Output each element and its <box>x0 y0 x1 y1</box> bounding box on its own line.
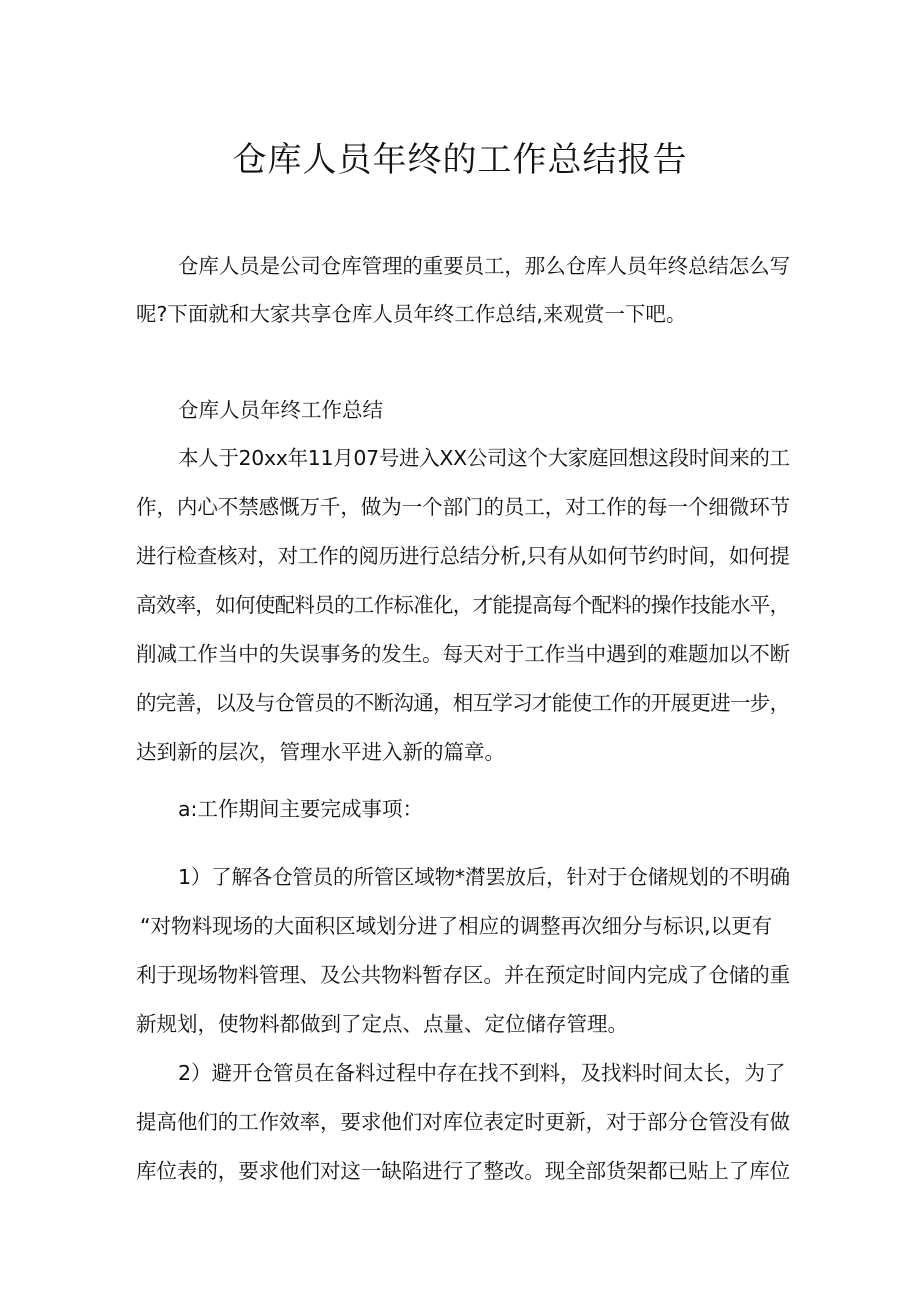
section-heading: 仓库人员年终工作总结 <box>178 398 383 422</box>
item2-line-1: 2）避开仓管员在备料过程中存在找不到料，及找料时间太长，为了 <box>178 1061 786 1085</box>
item1-line-3: 利于现场物料管理、及公共物料暂存区。并在预定时间内完成了仓储的重 <box>136 963 791 987</box>
intro-line-2: 呢?下面就和大家共享仓库人员年终工作总结,来观赏一下吧。 <box>136 302 687 326</box>
item2-line-3: 库位表的，要求他们对这一缺陷进行了整改。现全部货架都已贴上了库位 <box>136 1159 791 1183</box>
item1-line-2: “对物料现场的大面积区域划分进了相应的调整再次细分与标识,以更有 <box>140 914 773 938</box>
list-heading: a:工作期间主要完成事项： <box>178 797 423 821</box>
body-line-1: 本人于20xx年11月07号进入XX公司这个大家庭回想这段时间来的工 <box>178 446 790 470</box>
body-line-2: 作，内心不禁感慨万千，做为一个部门的员工，对工作的每一个细微环节 <box>136 495 791 519</box>
item2-line-2: 提高他们的工作效率，要求他们对库位表定时更新，对于部分仓管没有做 <box>136 1110 791 1134</box>
intro-line-1: 仓库人员是公司仓库管理的重要员工，那么仓库人员年终总结怎么写 <box>178 254 790 278</box>
body-line-3: 进行检查核对，对工作的阅历进行总结分析,只有从如何节约时间，如何提 <box>136 544 790 568</box>
item1-line-1: 1）了解各仓管员的所管区域物*潸罢放后，针对于仓储规划的不明确 <box>178 865 790 889</box>
body-line-7: 达到新的层次，管理水平进入新的篇章。 <box>136 740 505 764</box>
body-line-4: 高效率，如何使配料员的工作标准化，才能提高每个配料的操作技能水平， <box>136 593 790 617</box>
document-title: 仓库人员年终的工作总结报告 <box>232 140 688 180</box>
item1-line-4: 新规划，使物料都做到了定点、点量、定位储存管理。 <box>136 1012 628 1036</box>
body-line-5: 削减工作当中的失误事务的发生。每天对于工作当中遇到的难题加以不断 <box>136 642 791 666</box>
body-line-6: 的完善，以及与仓管员的不断沟通，相互学习才能使工作的开展更进一步， <box>136 691 790 715</box>
